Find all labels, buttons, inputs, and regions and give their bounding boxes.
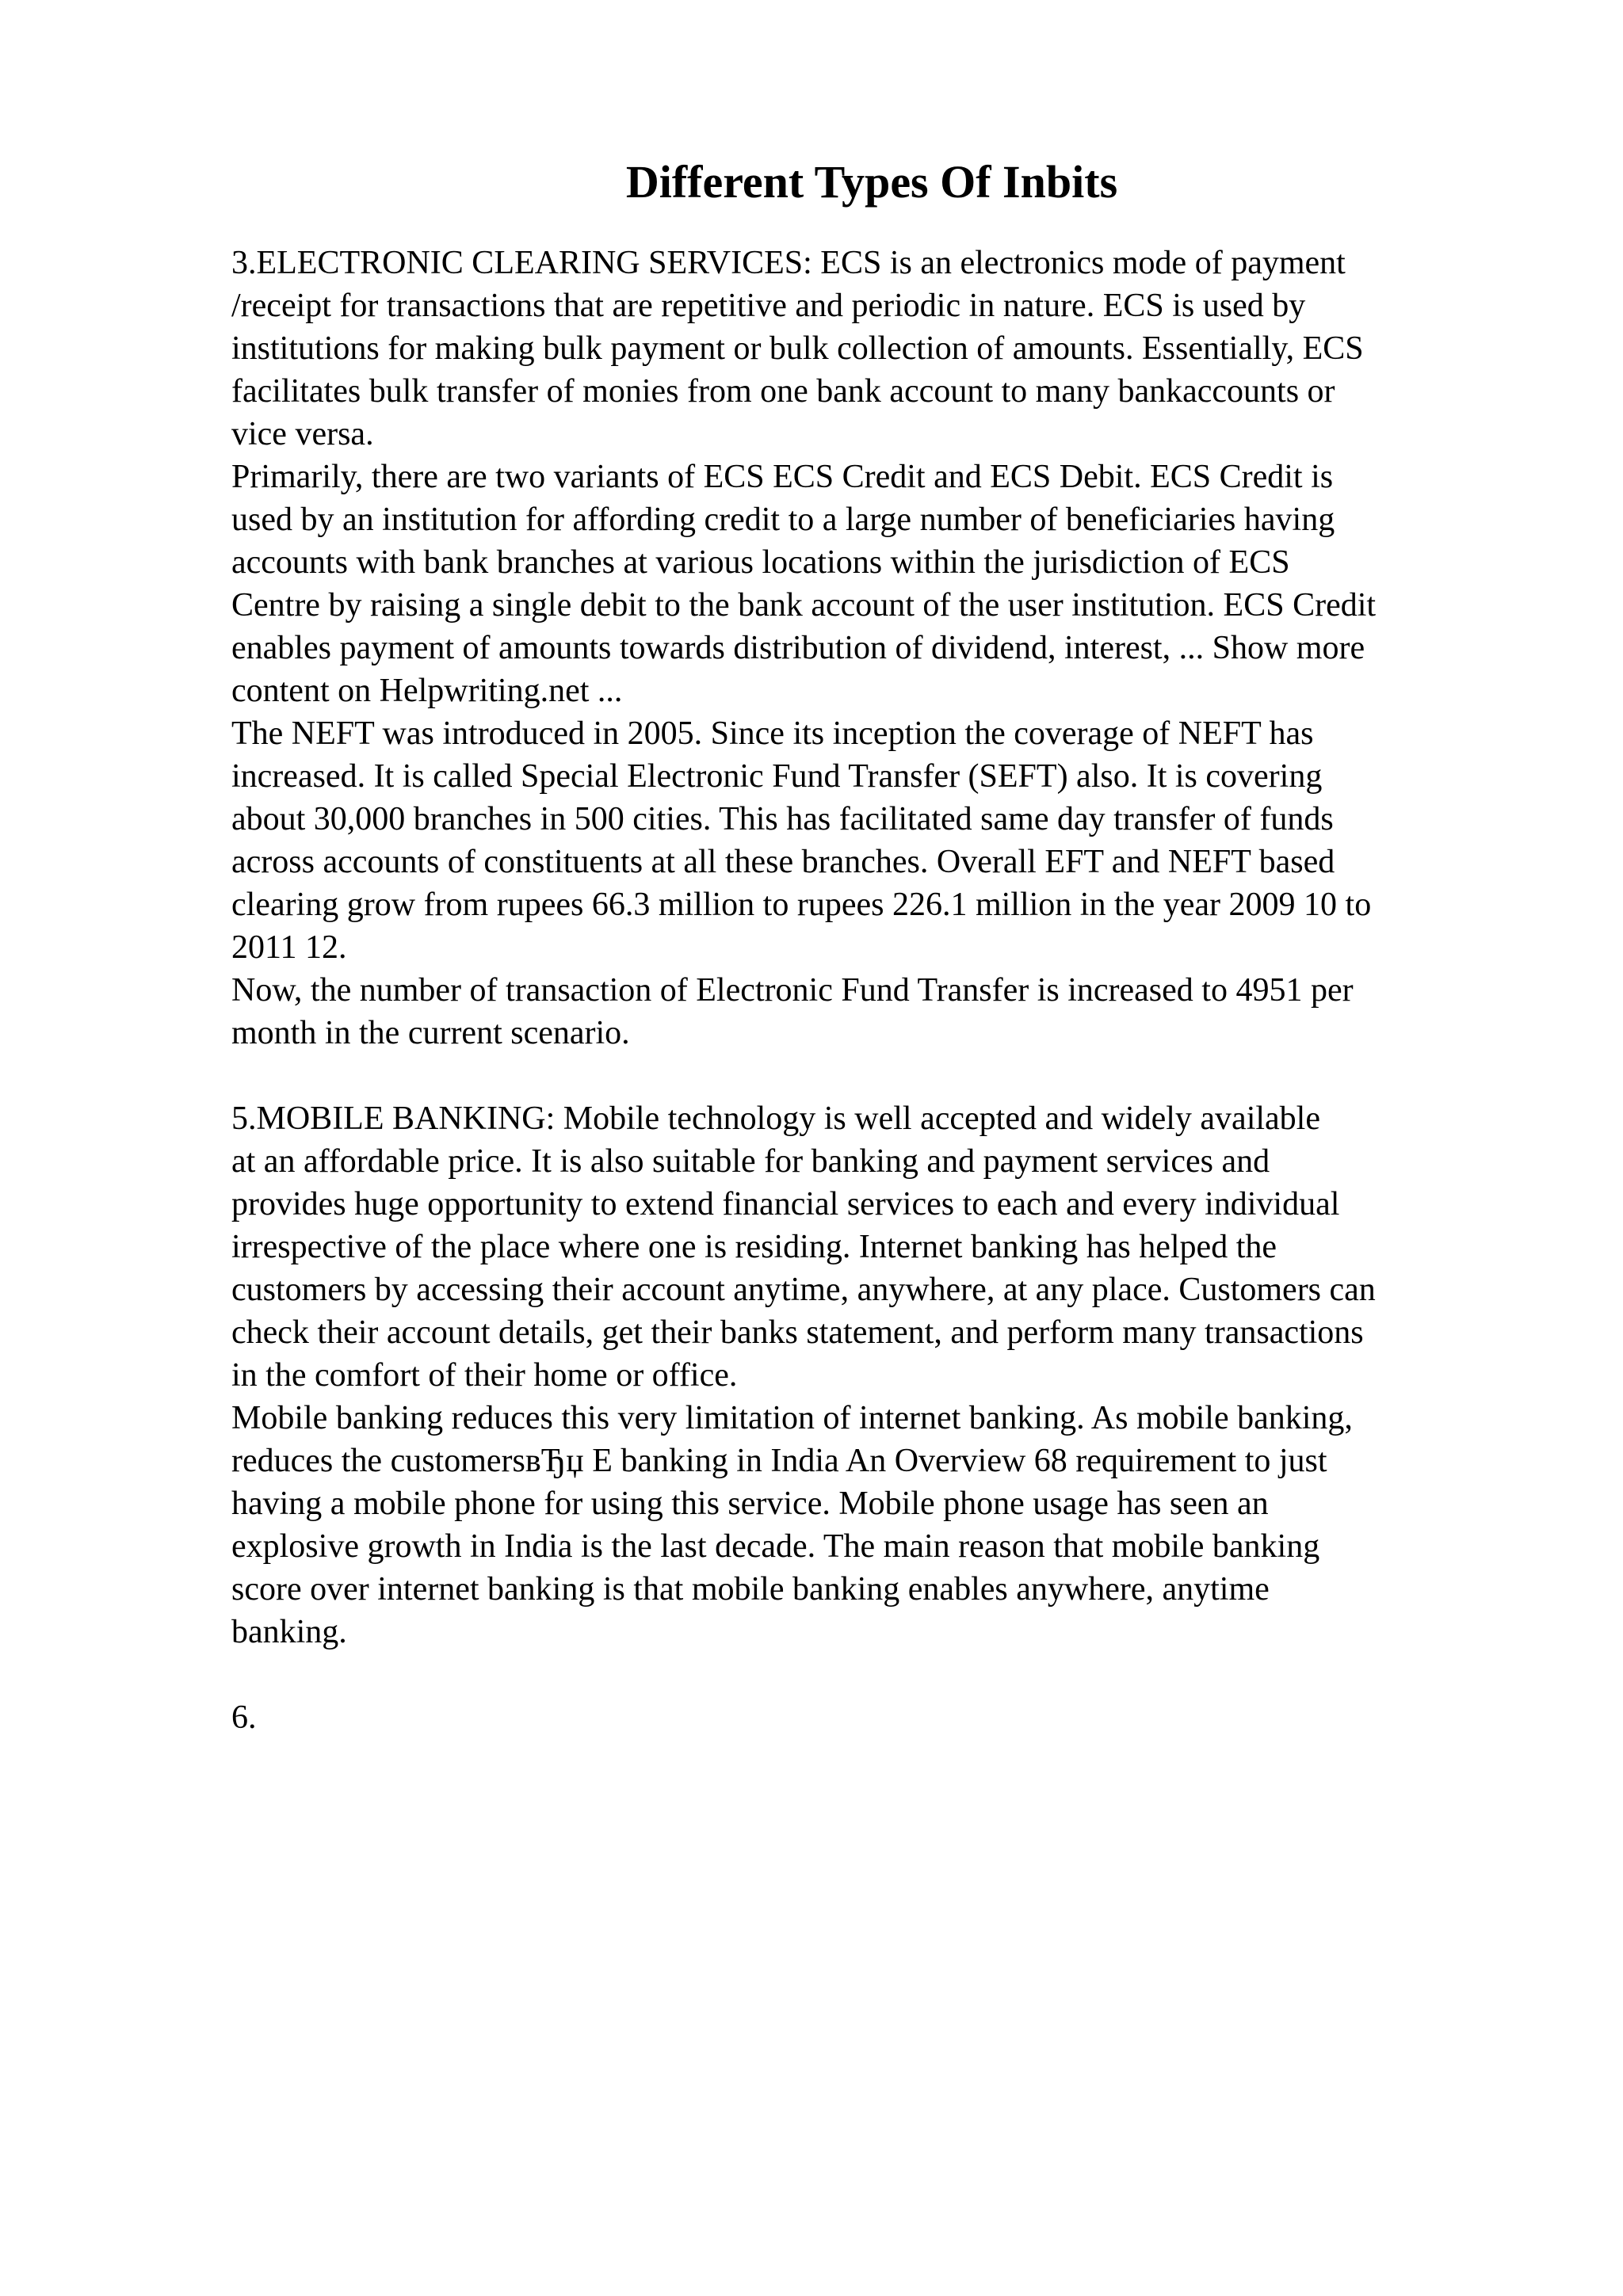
text-line: enables payment of amounts towards distribution of dividend, interest, ... Show more — [231, 630, 1365, 666]
text-line: check their account details, get their banks statement, and perform many transactions — [231, 1314, 1364, 1351]
text-line: reduces the customersвЂџ E banking in India An Overview 68 requirement to just — [231, 1443, 1327, 1479]
text-line: /receipt for transactions that are repetitive and periodic in nature. ECS is used by — [231, 288, 1306, 324]
text-line: across accounts of constituents at all these branches. Overall EFT and NEFT based — [231, 844, 1335, 880]
text-line: having a mobile phone for using this service. Mobile phone usage has seen an — [231, 1486, 1269, 1522]
section-ecs-neft — [231, 242, 1515, 1055]
text-line: score over internet banking is that mobile banking enables anywhere, anytime — [231, 1571, 1270, 1608]
text-line: customers by accessing their account anytime, anywhere, at any place. Customers can — [231, 1272, 1376, 1308]
text-line: at an affordable price. It is also suitable for banking and payment services and — [231, 1143, 1270, 1180]
text-line: used by an institution for affording credit to a large number of beneficiaries having — [231, 502, 1335, 538]
text-line: provides huge opportunity to extend financial services to each and every individual — [231, 1186, 1340, 1222]
text-line: clearing grow from rupees 66.3 million to rupees 226.1 million in the year 2009 10 to — [231, 887, 1372, 923]
text-line: Primarily, there are two variants of ECS ECS Credit and ECS Debit. ECS Credit is — [231, 459, 1334, 495]
text-line: in the comfort of their home or office. — [231, 1357, 738, 1394]
paragraph-gap — [231, 1653, 1515, 1696]
paragraph-gap — [231, 1055, 1515, 1097]
text-line: Centre by raising a single debit to the bank account of the user institution. ECS Credit — [231, 587, 1377, 624]
text-line: Now, the number of transaction of Electronic Fund Transfer is increased to 4951 per — [231, 972, 1354, 1009]
text-line: 3.ELECTRONIC CLEARING SERVICES: ECS is an electronics mode of payment — [231, 245, 1346, 281]
text-line: explosive growth in India is the last decade. The main reason that mobile banking — [231, 1528, 1320, 1565]
text-line: month in the current scenario. — [231, 1015, 630, 1051]
text-line: content on Helpwriting.net ... — [231, 673, 623, 709]
text-line: increased. It is called Special Electronic Fund Transfer (SEFT) also. It is covering — [231, 758, 1323, 795]
text-line: 6. — [231, 1699, 257, 1736]
text-line: facilitates bulk transfer of monies from one bank account to many bankaccounts or — [231, 373, 1335, 410]
section-mobile-banking — [231, 1097, 1515, 1653]
text-line: institutions for making bulk payment or bulk collection of amounts. Essentially, ECS — [231, 330, 1364, 367]
section-six — [231, 1696, 1515, 1739]
text-line: vice versa. — [231, 416, 374, 452]
text-line: accounts with bank branches at various locations within the jurisdiction of ECS — [231, 544, 1290, 581]
text-line: about 30,000 branches in 500 cities. This has facilitated same day transfer of funds — [231, 801, 1334, 837]
text-line: irrespective of the place where one is residing. Internet banking has helped the — [231, 1229, 1277, 1265]
document-title: Different Types Of Inbits — [625, 156, 1118, 208]
text-line: 2011 12. — [231, 929, 347, 966]
text-line: The NEFT was introduced in 2005. Since its inception the coverage of NEFT has — [231, 715, 1314, 752]
text-line: banking. — [231, 1614, 347, 1650]
text-line: 5.MOBILE BANKING: Mobile technology is well accepted and widely available — [231, 1100, 1320, 1137]
text-line: Mobile banking reduces this very limitation of internet banking. As mobile banking, — [231, 1400, 1353, 1436]
document-body — [231, 242, 1515, 1739]
